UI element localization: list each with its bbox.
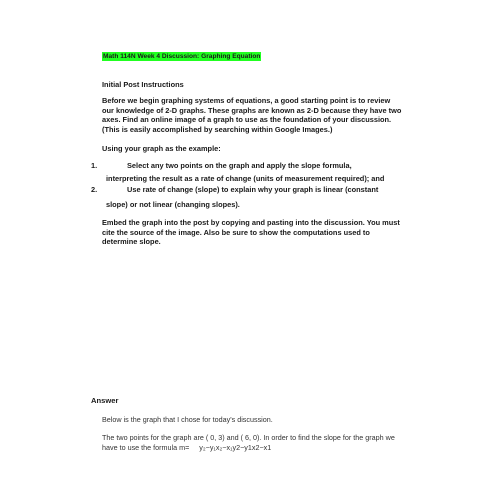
list-item-2-line1: Use rate of change (slope) to explain why your graph is linear (constant xyxy=(127,185,379,194)
slope-formula: y₂−y₁x₂−x₁y2−y1x2−x1 xyxy=(199,442,272,452)
list-item-1-line2: interpreting the result as a rate of change (units of measurement required); and xyxy=(106,174,385,183)
answer-paragraph-1: Below is the graph that I chose for today's discussion. xyxy=(102,415,273,424)
answer-heading: Answer xyxy=(91,396,119,405)
answer-paragraph-2-text: The two points for the graph are ( 0, 3) and ( 6, 0). In order to find the slope for the graph we have to use the formula m= xyxy=(102,433,395,452)
instructions-heading: Initial Post Instructions xyxy=(102,80,184,89)
instructions-paragraph: Before we begin graphing systems of equations, a good starting point is to review our knowledge of 2-D graphs. These graphs are known as 2-D because they have two axes. Find an online image of a graph to use as the foundation of your discussion. (This is easily accomplished by searching within Google Images.) xyxy=(102,96,402,134)
list-item-1-line1: Select any two points on the graph and apply the slope formula, xyxy=(127,161,352,170)
document-title: Math 114N Week 4 Discussion: Graphing Equation xyxy=(103,53,261,60)
answer-paragraph-2 xyxy=(102,433,412,452)
list-item-2-line2: slope) or not linear (changing slopes). xyxy=(106,200,240,209)
list-item-2-number: 2. xyxy=(91,185,98,194)
list-item-1-number: 1. xyxy=(91,161,98,170)
embed-instructions: Embed the graph into the post by copying and pasting into the discussion. You must cite the source of the image. Also be sure to show the computations used to determine slope. xyxy=(102,218,400,247)
example-intro: Using your graph as the example: xyxy=(102,144,221,153)
